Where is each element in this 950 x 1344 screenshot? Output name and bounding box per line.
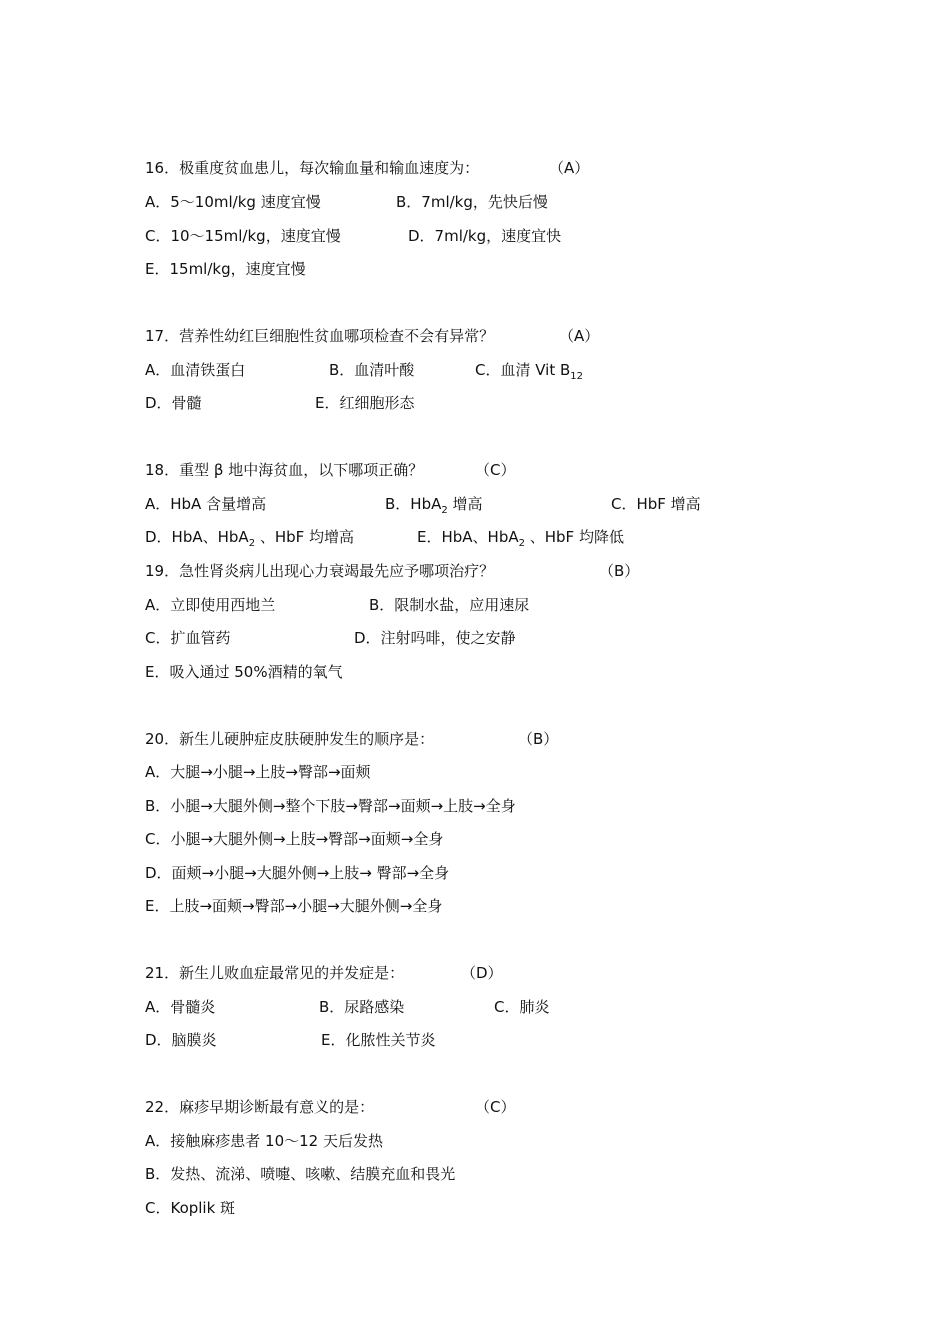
option-e-text: E．HbA、HbA	[417, 528, 519, 546]
option-b: B．7ml/kg，先快后慢	[396, 193, 548, 211]
subscript: 2	[518, 538, 525, 549]
option-d: D．骨髓	[145, 394, 202, 412]
option-c: C．肺炎	[494, 998, 550, 1016]
option-e: E．上肢→面颊→臀部→小腿→大腿外侧→全身	[145, 897, 443, 915]
question-stem: 21．新生儿败血症最常见的并发症是：	[145, 964, 405, 982]
option-b: B．限制水盐，应用速尿	[369, 596, 530, 614]
answer-key: （C）	[475, 1098, 516, 1116]
option-e: E．红细胞形态	[315, 394, 415, 412]
answer-key: （D）	[461, 964, 503, 982]
option-c: C．扩血管药	[145, 629, 231, 647]
option-e-tail: 、HbF 均降低	[524, 528, 624, 546]
answer-key: （C）	[475, 461, 516, 479]
option-e: E．15ml/kg，速度宜慢	[145, 260, 306, 278]
option-d: D．面颊→小腿→大腿外侧→上肢→ 臀部→全身	[145, 864, 450, 882]
question-stem: 18．重型 β 地中海贫血，以下哪项正确？	[145, 461, 424, 479]
option-a: A．大腿→小腿→上肢→臀部→面颊	[145, 763, 371, 781]
option-c: C．Koplik 斑	[145, 1199, 236, 1217]
option-c: C．10～15ml/kg，速度宜慢	[145, 227, 341, 245]
option-c	[475, 359, 583, 381]
option-e: E．化脓性关节炎	[321, 1031, 436, 1049]
answer-key: （B）	[518, 730, 559, 748]
option-b: B．尿路感染	[319, 998, 405, 1016]
option-b: B．小腿→大腿外侧→整个下肢→臀部→面颊→上肢→全身	[145, 797, 516, 815]
option-a: A．5～10ml/kg 速度宜慢	[145, 193, 321, 211]
subscript: 2	[248, 538, 256, 549]
option-d	[145, 526, 354, 548]
option-d: D．注射吗啡，使之安静	[354, 629, 516, 647]
option-d-text: D．HbA、HbA	[145, 528, 249, 546]
option-b	[385, 493, 483, 515]
question-stem: 16．极重度贫血患儿，每次输血量和输血速度为：	[145, 159, 480, 177]
option-a: A．立即使用西地兰	[145, 596, 276, 614]
option-e: E．吸入通过 50%酒精的氧气	[145, 663, 343, 681]
option-c-text: C．血清 Vit B	[475, 361, 571, 379]
question-stem: 19．急性肾炎病儿出现心力衰竭最先应予哪项治疗？	[145, 562, 495, 580]
option-d: D．7ml/kg，速度宜快	[408, 227, 562, 245]
subscript: 12	[570, 371, 584, 382]
question-stem: 22．麻疹早期诊断最有意义的是：	[145, 1098, 375, 1116]
option-b-text: B．HbA	[385, 495, 442, 513]
option-a: A．血清铁蛋白	[145, 361, 246, 379]
subscript: 2	[441, 505, 448, 516]
option-b: B．发热、流涕、喷嚏、咳嗽、结膜充血和畏光	[145, 1165, 456, 1183]
option-b: B．血清叶酸	[329, 361, 415, 379]
answer-key: （A）	[559, 327, 600, 345]
option-a: A．接触麻疹患者 10～12 天后发热	[145, 1132, 383, 1150]
option-d: D．脑膜炎	[145, 1031, 217, 1049]
option-a: A．HbA 含量增高	[145, 495, 267, 513]
answer-key: （B）	[599, 562, 640, 580]
option-b-tail: 增高	[447, 495, 483, 513]
option-c: C．小腿→大腿外侧→上肢→臀部→面颊→全身	[145, 830, 444, 848]
question-stem: 17．营养性幼红巨细胞性贫血哪项检查不会有异常？	[145, 327, 495, 345]
question-stem: 20．新生儿硬肿症皮肤硬肿发生的顺序是：	[145, 730, 435, 748]
answer-key: （A）	[549, 159, 590, 177]
option-c: C．HbF 增高	[611, 495, 701, 513]
option-e	[417, 526, 624, 548]
option-d-tail: 、HbF 均增高	[255, 528, 355, 546]
option-a: A．骨髓炎	[145, 998, 216, 1016]
